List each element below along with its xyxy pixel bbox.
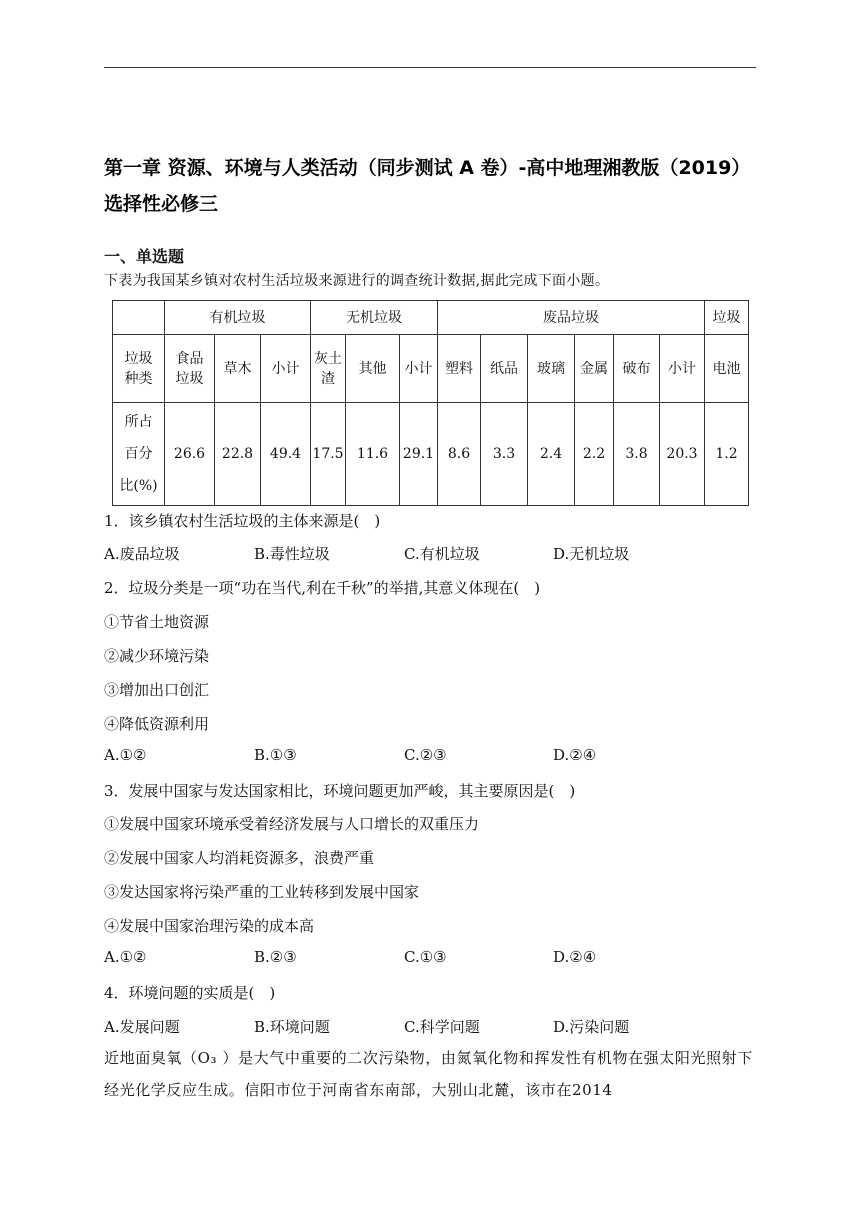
category-cell: 破布	[614, 335, 660, 403]
value-cell: 29.1	[400, 403, 438, 506]
question-stem: 3．发展中国家与发达国家相比，环境问题更加严峻，其主要原因是( )	[104, 782, 576, 800]
option-a[interactable]: A.发展问题	[104, 1018, 180, 1036]
value-cell: 20.3	[660, 403, 705, 506]
value-cell: 17.5	[311, 403, 346, 506]
statement: ③增加出口创汇	[104, 681, 210, 699]
question-stem: 4．环境问题的实质是( )	[104, 984, 276, 1002]
value-cell: 2.2	[575, 403, 614, 506]
option-b[interactable]: B.环境问题	[254, 1018, 330, 1036]
document-title: 第一章 资源、环境与人类活动（同步测试 A 卷）-高中地理湘教版（2019）选择性必修三	[104, 157, 751, 215]
reading-passage: 近地面臭氧（O₃ ）是大气中重要的二次污染物，由氮氧化物和挥发性有机物在强太阳光照射下经光化学反应生成。信阳市位于河南省东南部，大别山北麓，该市在2014	[104, 1049, 753, 1099]
statement: ②减少环境污染	[104, 647, 210, 665]
category-cell: 草木	[215, 335, 261, 403]
row-label: 垃圾种类	[113, 335, 165, 403]
option-d[interactable]: D.②④	[553, 948, 597, 966]
group-header: 无机垃圾	[311, 301, 438, 335]
option-c[interactable]: C.有机垃圾	[404, 545, 480, 563]
value-cell: 11.6	[346, 403, 400, 506]
option-c[interactable]: C.科学问题	[404, 1018, 480, 1036]
value-cell: 1.2	[705, 403, 749, 506]
statement: ③发达国家将污染严重的工业转移到发展中国家	[104, 883, 420, 901]
option-a[interactable]: A.①②	[104, 746, 147, 764]
option-a[interactable]: A.废品垃圾	[104, 545, 180, 563]
value-cell: 3.8	[614, 403, 660, 506]
group-header: 垃圾	[705, 301, 749, 335]
option-b[interactable]: B.②③	[254, 948, 297, 966]
table-corner	[113, 301, 165, 335]
statement: ①节省土地资源	[104, 613, 210, 631]
category-cell: 小计	[261, 335, 311, 403]
value-cell: 8.6	[438, 403, 481, 506]
statement: ②发展中国家人均消耗资源多，浪费严重	[104, 849, 375, 867]
option-d[interactable]: D.污染问题	[553, 1018, 630, 1036]
category-cell: 金属	[575, 335, 614, 403]
category-cell: 小计	[400, 335, 438, 403]
garbage-table	[112, 300, 749, 506]
option-c[interactable]: C.①③	[404, 948, 447, 966]
category-cell: 塑料	[438, 335, 481, 403]
option-b[interactable]: B.毒性垃圾	[254, 545, 330, 563]
value-cell: 3.3	[481, 403, 528, 506]
value-cell: 49.4	[261, 403, 311, 506]
option-b[interactable]: B.①③	[254, 746, 297, 764]
option-c[interactable]: C.②③	[404, 746, 447, 764]
option-d[interactable]: D.无机垃圾	[553, 545, 630, 563]
table-intro: 下表为我国某乡镇对农村生活垃圾来源进行的调查统计数据,据此完成下面小题。	[104, 273, 610, 289]
header-rule	[104, 67, 756, 68]
group-header: 废品垃圾	[438, 301, 705, 335]
statement: ④发展中国家治理污染的成本高	[104, 917, 315, 935]
question-stem: 2．垃圾分类是一项“功在当代,利在千秋”的举措,其意义体现在( )	[104, 579, 541, 597]
category-cell: 其他	[346, 335, 400, 403]
option-d[interactable]: D.②④	[553, 746, 597, 764]
option-a[interactable]: A.①②	[104, 948, 147, 966]
group-header: 有机垃圾	[165, 301, 311, 335]
category-cell: 食品垃圾	[165, 335, 215, 403]
statement: ①发展中国家环境承受着经济发展与人口增长的双重压力	[104, 815, 480, 833]
statement: ④降低资源利用	[104, 715, 210, 733]
question-stem: 1．该乡镇农村生活垃圾的主体来源是( )	[104, 512, 381, 530]
row-label: 所占百分比(%)	[113, 403, 165, 506]
category-cell: 小计	[660, 335, 705, 403]
value-cell: 22.8	[215, 403, 261, 506]
section-heading: 一、单选题	[104, 247, 185, 266]
category-cell: 纸品	[481, 335, 528, 403]
category-cell: 玻璃	[528, 335, 575, 403]
category-cell: 灰土渣	[311, 335, 346, 403]
category-cell: 电池	[705, 335, 749, 403]
value-cell: 2.4	[528, 403, 575, 506]
value-cell: 26.6	[165, 403, 215, 506]
